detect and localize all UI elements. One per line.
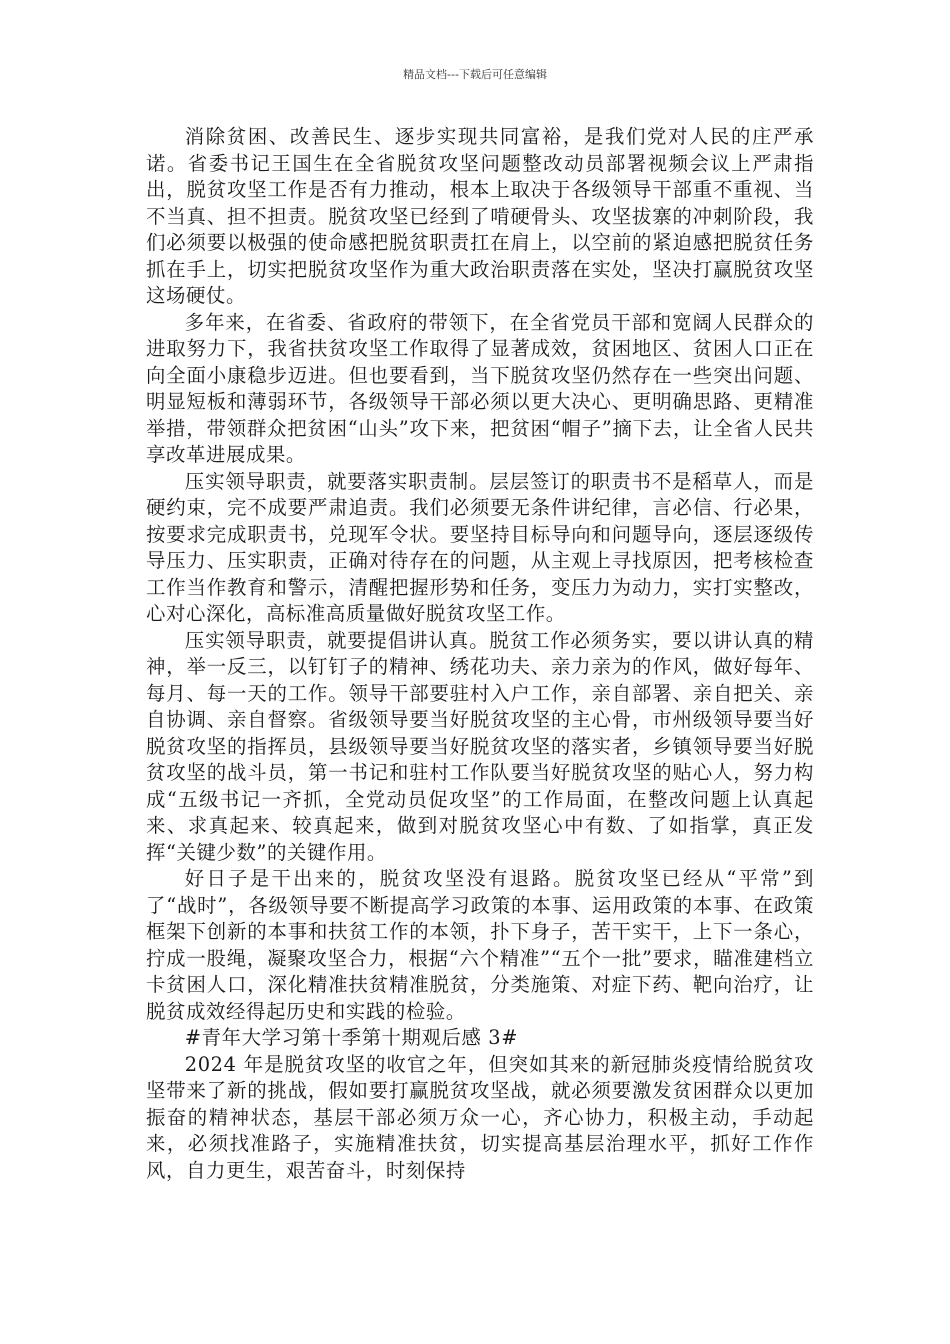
paragraph-5: 好日子是干出来的，脱贫攻坚没有退路。脱贫攻坚已经从“平常”到了“战时”，各级领导要不断提高学习政策的本事、运用政策的本事、在政策框架下创新的本事和扶贫工作的本领，扑下身子，苦干实干，上下一条心，拧成一股绳，凝聚攻坚合力，根据“六个精准”“五个一批”要求，瞄准建档立卡贫困人口，深化精准扶贫精准脱贫，分类施策、对症下药、靶向治疗，让脱贫成效经得起历史和实践的检验。 — [146, 867, 814, 1023]
paragraph-3: 压实领导职责，就要落实职责制。层层签订的职责书不是稻草人，而是硬约束，完不成要严肃追责。我们必须要无条件讲纪律，言必信、行必果，按要求完成职责书，兑现军令状。要坚持目标导向和问题导向，逐层逐级传导压力、压实职责，正确对待存在的问题，从主观上寻找原因，把考核检查工作当作教育和警示，清醒把握形势和任务，变压力为动力，实打实整改，心对心深化，高标准高质量做好脱贫攻坚工作。 — [146, 469, 814, 625]
paragraph-6: 2024 年是脱贫攻坚的收官之年，但突如其来的新冠肺炎疫情给脱贫攻坚带来了新的挑战，假如要打赢脱贫攻坚战，就必须要激发贫困群众以更加振奋的精神状态，基层干部必须万众一心，齐心协力，积极主动，手动起来，必须找准路子，实施精准扶贫，切实提高基层治理水平，抓好工作作风，自力更生，艰苦奋斗，时刻保持 — [146, 1052, 814, 1182]
page-header: 精品文档---下载后可任意编辑 — [403, 68, 547, 81]
document-body — [146, 124, 814, 1184]
paragraph-4: 压实领导职责，就要提倡讲认真。脱贫工作必须务实，要以讲认真的精神，举一反三，以钉钉子的精神、绣花功夫、亲力亲为的作风，做好每年、每月、每一天的工作。领导干部要驻村入户工作，亲自部署、亲自把关、亲自协调、亲自督察。省级领导要当好脱贫攻坚的主心骨，市州级领导要当好脱贫攻坚的指挥员，县级领导要当好脱贫攻坚的落实者，乡镇领导要当好脱贫攻坚的战斗员，第一书记和驻村工作队要当好脱贫攻坚的贴心人，努力构成“五级书记一齐抓，全党动员促攻坚”的工作局面，在整改问题上认真起来、求真起来、较真起来，做到对脱贫攻坚心中有数、了如指掌，真正发挥“关键少数”的关键作用。 — [146, 628, 814, 864]
section-heading: #青年大学习第十季第十期观后感 3# — [184, 1026, 519, 1049]
paragraph-2: 多年来，在省委、省政府的带领下，在全省党员干部和宽阔人民群众的进取努力下，我省扶贫攻坚工作取得了显著成效，贫困地区、贫困人口正在向全面小康稳步迈进。但也要看到，当下脱贫攻坚仍然存在一些突出问题、明显短板和薄弱环节，各级领导干部必须以更大决心、更明确思路、更精准举措，带领群众把贫困“山头”攻下来，把贫困“帽子”摘下去，让全省人民共享改革进展成果。 — [146, 310, 814, 466]
paragraph-1: 消除贫困、改善民生、逐步实现共同富裕，是我们党对人民的庄严承诺。省委书记王国生在全省脱贫攻坚问题整改动员部署视频会议上严肃指出，脱贫攻坚工作是否有力推动，根本上取决于各级领导干部重不重视、当不当真、担不担责。脱贫攻坚已经到了啃硬骨头、攻坚拔寨的冲刺阶段，我们必须要以极强的使命感把脱贫职责扛在肩上，以空前的紧迫感把脱贫任务抓在手上，切实把脱贫攻坚作为重大政治职责落在实处，坚决打赢脱贫攻坚这场硬仗。 — [146, 125, 814, 307]
